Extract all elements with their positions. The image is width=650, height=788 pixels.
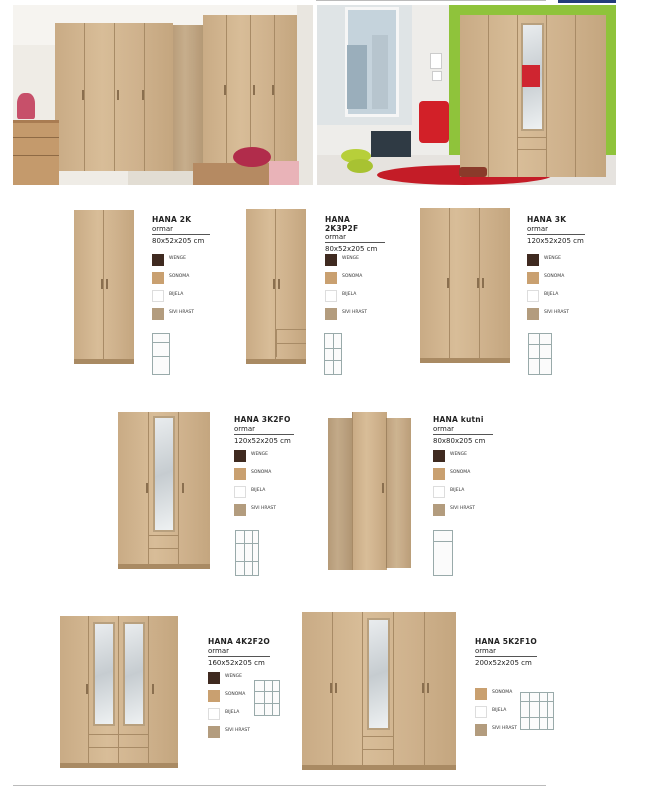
interior-diagram (520, 692, 554, 730)
swatch-label: SONOMA (544, 274, 565, 279)
product-dimensions: 80x52x205 cm (152, 236, 205, 245)
color-swatch-bijela (475, 706, 487, 718)
swatch-label: SONOMA (169, 274, 190, 279)
top-corner-tab (558, 0, 616, 3)
swatch-label: WENGE (251, 452, 268, 457)
bottom-rule (13, 785, 546, 786)
product-type: ormar (527, 225, 585, 235)
color-swatch-sivi-hrast (208, 726, 220, 738)
color-swatch-wenge (208, 672, 220, 684)
product-type: ormar (433, 425, 493, 435)
color-swatch-wenge (152, 254, 164, 266)
color-swatch-sivi-hrast (433, 504, 445, 516)
product-name: HANA 2K3P2F (325, 215, 359, 233)
product-label-hana-4k2f2o (208, 638, 270, 667)
product-image-hana-4k2f2o (60, 616, 178, 768)
swatch-label: SONOMA (492, 690, 513, 695)
product-dimensions: 80x80x205 cm (433, 436, 486, 445)
swatch-label: BIJELA (492, 708, 507, 713)
swatch-label: WENGE (169, 256, 186, 261)
product-label-hana-2k3p2f (325, 216, 385, 253)
color-swatch-wenge (234, 450, 246, 462)
swatch-label: SIVI HRAST (225, 728, 251, 733)
product-name: HANA 3K2FO (234, 415, 291, 424)
product-label-hana-5k2f1o (475, 638, 537, 667)
color-swatch-sonoma (475, 688, 487, 700)
swatch-label: WENGE (225, 674, 242, 679)
product-dimensions: 120x52x205 cm (527, 236, 584, 245)
color-swatch-wenge (433, 450, 445, 462)
swatch-label: SIVI HRAST (492, 726, 518, 731)
swatch-label: SONOMA (342, 274, 363, 279)
swatch-label: SIVI HRAST (450, 506, 476, 511)
color-swatch-sivi-hrast (152, 308, 164, 320)
color-swatch-bijela (325, 290, 337, 302)
product-label-hana-3k2fo (234, 416, 294, 445)
product-dimensions: 120x52x205 cm (234, 436, 291, 445)
top-rule (316, 0, 546, 1)
interior-diagram (152, 333, 170, 375)
color-swatch-bijela (433, 486, 445, 498)
color-swatch-sonoma (234, 468, 246, 480)
color-swatch-bijela (234, 486, 246, 498)
product-image-hana-2k (74, 210, 134, 364)
swatch-label: SIVI HRAST (544, 310, 570, 315)
product-dimensions: 200x52x205 cm (475, 658, 532, 667)
color-swatch-sivi-hrast (527, 308, 539, 320)
product-name: HANA kutni (433, 415, 484, 424)
swatch-label: BIJELA (544, 292, 559, 297)
swatch-group (325, 254, 385, 324)
interior-diagram (254, 680, 280, 716)
swatch-label: BIJELA (251, 488, 266, 493)
product-image-hana-2k3p2f (246, 209, 306, 364)
swatch-label: SIVI HRAST (342, 310, 368, 315)
swatch-group (527, 254, 587, 324)
swatch-label: WENGE (342, 256, 359, 261)
swatch-group (234, 450, 294, 520)
color-swatch-wenge (325, 254, 337, 266)
color-swatch-sonoma (152, 272, 164, 284)
color-swatch-bijela (152, 290, 164, 302)
product-label-hana-kutni (433, 416, 493, 445)
swatch-group (433, 450, 493, 520)
product-name: HANA 3K (527, 215, 567, 224)
product-image-hana-5k2f1o (302, 612, 456, 770)
product-image-hana-kutni (328, 412, 410, 570)
swatch-label: BIJELA (342, 292, 357, 297)
product-type: ormar (208, 647, 270, 657)
product-label-hana-3k (527, 216, 585, 245)
hero-photo-living-room (317, 5, 616, 185)
swatch-label: BIJELA (225, 710, 240, 715)
interior-diagram (433, 530, 453, 576)
swatch-label: SIVI HRAST (169, 310, 195, 315)
interior-diagram (324, 333, 342, 375)
color-swatch-sivi-hrast (234, 504, 246, 516)
product-type: ormar (234, 425, 294, 435)
swatch-group (152, 254, 212, 324)
color-swatch-sivi-hrast (475, 724, 487, 736)
interior-diagram (528, 333, 552, 375)
product-type: ormar (475, 647, 537, 657)
swatch-label: SIVI HRAST (251, 506, 277, 511)
swatch-label: WENGE (544, 256, 561, 261)
swatch-label: BIJELA (450, 488, 465, 493)
swatch-label: BIJELA (169, 292, 184, 297)
product-type: ormar (325, 233, 385, 243)
swatch-label: WENGE (450, 452, 467, 457)
color-swatch-bijela (208, 708, 220, 720)
product-dimensions: 160x52x205 cm (208, 658, 265, 667)
interior-diagram (235, 530, 259, 576)
hero-photo-bedroom (13, 5, 313, 185)
product-type: ormar (152, 225, 210, 235)
color-swatch-sonoma (527, 272, 539, 284)
color-swatch-sonoma (433, 468, 445, 480)
product-dimensions: 80x52x205 cm (325, 245, 378, 254)
product-name: HANA 4K2F2O (208, 637, 270, 646)
color-swatch-sonoma (208, 690, 220, 702)
product-name: HANA 5K2F1O (475, 637, 537, 646)
product-image-hana-3k2fo (118, 412, 210, 569)
swatch-label: SONOMA (450, 470, 471, 475)
swatch-label: SONOMA (225, 692, 246, 697)
product-label-hana-2k (152, 216, 210, 245)
product-image-hana-3k (420, 208, 510, 363)
color-swatch-wenge (527, 254, 539, 266)
color-swatch-bijela (527, 290, 539, 302)
color-swatch-sonoma (325, 272, 337, 284)
product-name: HANA 2K (152, 215, 192, 224)
swatch-label: SONOMA (251, 470, 272, 475)
color-swatch-sivi-hrast (325, 308, 337, 320)
